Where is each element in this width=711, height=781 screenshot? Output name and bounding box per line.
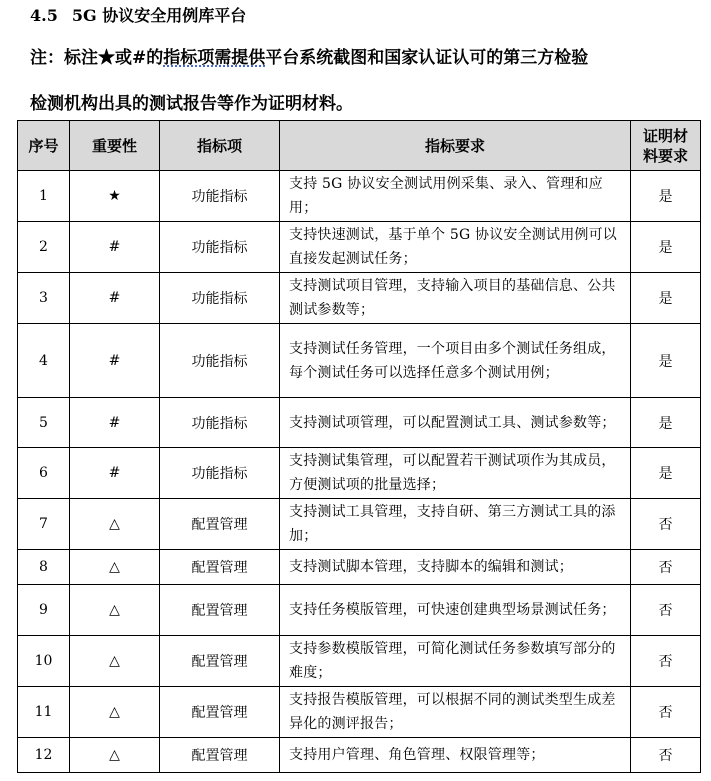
cell-proof: 否 — [631, 585, 701, 636]
cell-importance: △ — [70, 687, 160, 738]
table-row — [18, 636, 701, 687]
header-requirement: 指标要求 — [280, 121, 631, 171]
cell-requirement: 支持测试脚本管理，支持脚本的编辑和测试； — [280, 550, 631, 585]
cell-proof: 是 — [631, 398, 701, 448]
note-underlined: 指标项需提供 — [163, 48, 266, 68]
cell-item: 功能指标 — [160, 273, 280, 324]
cell-requirement: 支持 5G 协议安全测试用例采集、录入、管理和应用； — [280, 171, 631, 222]
cell-requirement: 支持报告模版管理，可以根据不同的测试类型生成差异化的测评报告； — [280, 687, 631, 738]
cell-importance: △ — [70, 550, 160, 585]
cell-importance: # — [70, 222, 160, 273]
cell-importance: △ — [70, 738, 160, 773]
cell-requirement: 支持快速测试，基于单个 5G 协议安全测试用例可以直接发起测试任务； — [280, 222, 631, 273]
section-heading — [30, 4, 246, 28]
cell-item: 功能指标 — [160, 324, 280, 398]
cell-importance: # — [70, 448, 160, 499]
cell-proof: 否 — [631, 636, 701, 687]
cell-item: 功能指标 — [160, 171, 280, 222]
table-row — [18, 273, 701, 324]
cell-requirement: 支持用户管理、角色管理、权限管理等； — [280, 738, 631, 773]
cell-no: 8 — [18, 550, 70, 585]
table-row — [18, 398, 701, 448]
header-item: 指标项 — [160, 121, 280, 171]
cell-no: 2 — [18, 222, 70, 273]
cell-item: 配置管理 — [160, 738, 280, 773]
cell-no: 6 — [18, 448, 70, 499]
cell-proof: 否 — [631, 738, 701, 773]
cell-item: 功能指标 — [160, 222, 280, 273]
cell-requirement: 支持测试项管理，可以配置测试工具、测试参数等； — [280, 398, 631, 448]
cell-requirement: 支持参数模版管理，可简化测试任务参数填写部分的难度； — [280, 636, 631, 687]
cell-no: 12 — [18, 738, 70, 773]
cell-no: 4 — [18, 324, 70, 398]
cell-proof: 是 — [631, 273, 701, 324]
header-no: 序号 — [18, 121, 70, 171]
cell-no: 3 — [18, 273, 70, 324]
table-row — [18, 738, 701, 773]
table-row — [18, 550, 701, 585]
cell-importance: △ — [70, 636, 160, 687]
cell-item: 功能指标 — [160, 448, 280, 499]
table-row — [18, 324, 701, 398]
note-suffix: 平台系统截图和国家认证认可的第三方检验 — [265, 48, 589, 68]
cell-proof: 否 — [631, 687, 701, 738]
cell-no: 10 — [18, 636, 70, 687]
cell-importance: # — [70, 273, 160, 324]
cell-requirement: 支持测试项目管理，支持输入项目的基础信息、公共测试参数等； — [280, 273, 631, 324]
table-row — [18, 499, 701, 550]
cell-requirement: 支持测试任务管理，一个项目由多个测试任务组成，每个测试任务可以选择任意多个测试用例； — [280, 324, 631, 398]
table-row — [18, 171, 701, 222]
cell-requirement: 支持测试集管理，可以配置若干测试项作为其成员，方便测试项的批量选择； — [280, 448, 631, 499]
cell-proof: 是 — [631, 171, 701, 222]
cell-proof: 是 — [631, 324, 701, 398]
cell-no: 11 — [18, 687, 70, 738]
cell-importance: # — [70, 324, 160, 398]
header-importance: 重要性 — [70, 121, 160, 171]
cell-no: 7 — [18, 499, 70, 550]
cell-requirement: 支持测试工具管理，支持自研、第三方测试工具的添加； — [280, 499, 631, 550]
note-line-2: 检测机构出具的测试报告等作为证明材料。 — [30, 94, 353, 114]
section-title: 5G 协议安全用例库平台 — [71, 6, 247, 25]
header-proof: 证明材料要求 — [631, 121, 701, 171]
table-row — [18, 585, 701, 636]
cell-item: 配置管理 — [160, 499, 280, 550]
cell-importance: △ — [70, 499, 160, 550]
cell-importance: ★ — [70, 171, 160, 222]
cell-no: 9 — [18, 585, 70, 636]
cell-proof: 否 — [631, 550, 701, 585]
table-row — [18, 448, 701, 499]
cell-item: 功能指标 — [160, 398, 280, 448]
cell-importance: △ — [70, 585, 160, 636]
requirements-table — [17, 120, 701, 773]
cell-importance: # — [70, 398, 160, 448]
cell-requirement: 支持任务模版管理，可快速创建典型场景测试任务； — [280, 585, 631, 636]
cell-item: 配置管理 — [160, 687, 280, 738]
cell-proof: 否 — [631, 499, 701, 550]
cell-no: 1 — [18, 171, 70, 222]
cell-proof: 是 — [631, 448, 701, 499]
table-header-row — [18, 121, 701, 171]
cell-item: 配置管理 — [160, 550, 280, 585]
cell-proof: 是 — [631, 222, 701, 273]
table-row — [18, 687, 701, 738]
cell-item: 配置管理 — [160, 585, 280, 636]
table-row — [18, 222, 701, 273]
section-number: 4.5 — [30, 6, 58, 25]
cell-item: 配置管理 — [160, 636, 280, 687]
cell-no: 5 — [18, 398, 70, 448]
note-line-1 — [30, 46, 700, 70]
note-prefix: 注：标注★或#的 — [30, 48, 164, 68]
